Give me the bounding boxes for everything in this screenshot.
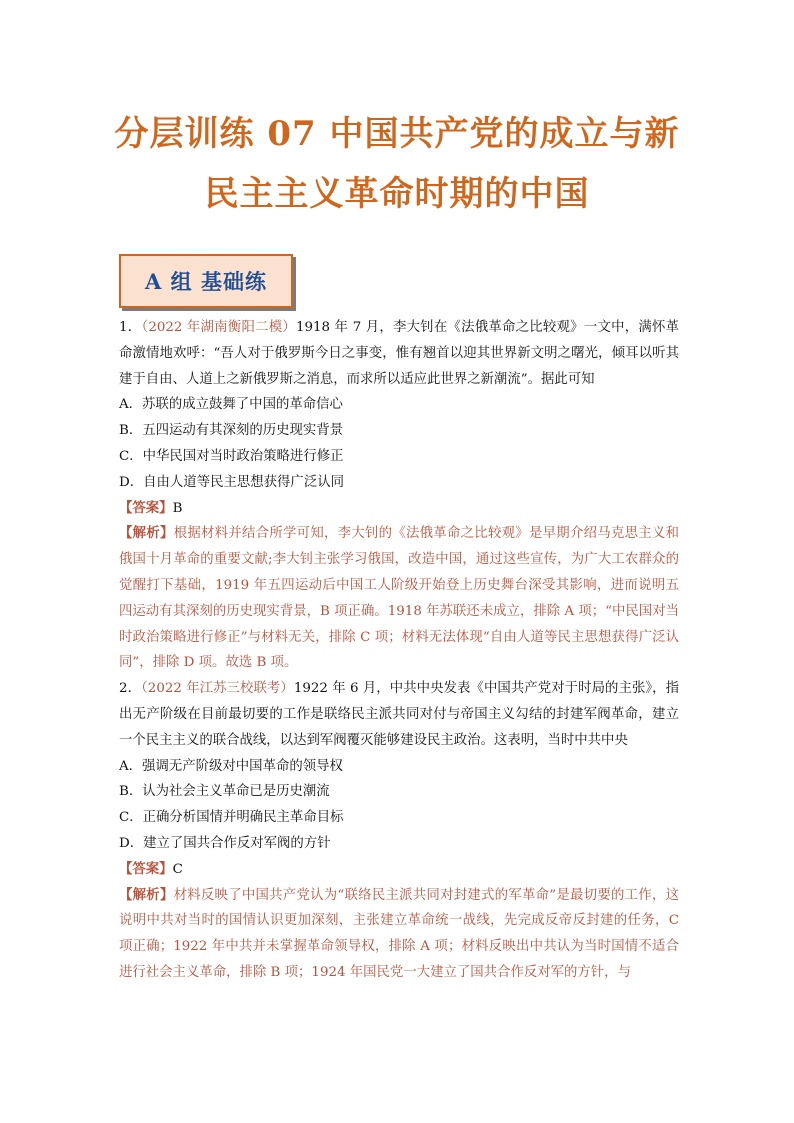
question-2-explanation [119, 883, 679, 986]
question-2-answer [119, 857, 679, 883]
question-1-answer [119, 496, 679, 522]
question-2-option-b: B．认为社会主义革命已是历史潮流 [119, 784, 330, 800]
question-1-source: （2022 年湖南衡阳二模） [141, 320, 296, 335]
question-2-answer-value: C [172, 861, 183, 877]
answer-tag: 【答案】 [119, 860, 173, 877]
question-1-option-a: A．苏联的成立鼓舞了中国的革命信心 [119, 397, 343, 413]
question-2-text: 1922 年 6 月，中共中央发表《中国共产党对于时局的主张》，指出无产阶级在目前最切要的工作是联络民主派共同对付与帝国主义勾结的封建军阀革命，建立一个民主主义的联合战线，以达到军阀覆灭能够建设民主政治。这表明，当时中共中央 [119, 681, 679, 748]
question-1-text: 1918 年 7 月，李大钊在《法俄革命之比较观》一文中，满怀革命激情地欢呼：“吾人对于俄罗斯今日之事变，惟有翘首以迎其世界新文明之曙光，倾耳以听其建于自由、人道上之新俄罗斯之消息，而求所以适应此世界之新潮流”。据此可知 [119, 320, 680, 387]
question-1-number: 1． [119, 320, 142, 335]
explanation-tag: 【解析】 [119, 886, 174, 903]
document-title [100, 104, 694, 224]
question-2-explanation-text: 材料反映了中国共产党认为“联络民主派共同对封建式的军革命”是最切要的工作，这说明中共对当时的国情认识更加深刻，主张建立革命统一战线，先完成反帝反封建的任务，C 项正确；1922 年中共并未掌握革命领导权，排除 A 项；材料反映出中共认为当时国情不适合进行社会主义革命，排除 B 项；1924 年国民党一大建立了国共合作反对军的方针，与 [119, 887, 679, 980]
question-2-option-a: A．强调无产阶级对中国革命的领导权 [119, 758, 343, 774]
question-1-explanation [119, 521, 679, 676]
group-label: A 组 基础练 [145, 269, 267, 294]
question-2-option-c: C．正确分析国情并明确民主革命目标 [119, 810, 344, 826]
question-1-option-c: C．中华民国对当时政治策略进行修正 [119, 448, 344, 464]
title-line-1: 分层训练 07 中国共产党的成立与新 [114, 114, 680, 154]
answer-tag: 【答案】 [119, 499, 173, 516]
question-2-stem [119, 676, 679, 753]
question-2-number: 2． [119, 681, 142, 697]
question-2-source: （2022 年江苏三校联考） [141, 681, 294, 697]
group-label-box [119, 254, 293, 308]
question-1-stem [119, 315, 679, 392]
question-1-option-b: B．五四运动有其深刻的历史现实背景 [119, 423, 344, 439]
question-1-option-d: D．自由人道等民主思想获得广泛认同 [119, 474, 344, 490]
title-line-2: 民主主义革命时期的中国 [204, 174, 590, 214]
question-1-explanation-text: 根据材料并结合所学可知，李大钊的《法俄革命之比较观》是早期介绍马克思主义和俄国十月革命的重要文献;李大钊主张学习俄国，改造中国，通过这些宣传，为广大工农群众的觉醒打下基础，1919 年五四运动后中国工人阶级开始登上历史舞台深受其影响，进而说明五四运动有其深刻的历史现实背景，B 项正确。1918 年苏联还未成立，排除 A 项；“中民国对当时政治策略进行修正”与材料无关，排除 C 项；材料无法体现“自由人道等民主思想获得广泛认同”，排除 D 项。故选 B 项。 [119, 526, 680, 671]
question-1-answer-value: B [172, 500, 183, 516]
question-2-option-d: D．建立了国共合作反对军阀的方针 [119, 835, 331, 851]
question-list [119, 315, 679, 986]
explanation-tag: 【解析】 [119, 525, 174, 542]
